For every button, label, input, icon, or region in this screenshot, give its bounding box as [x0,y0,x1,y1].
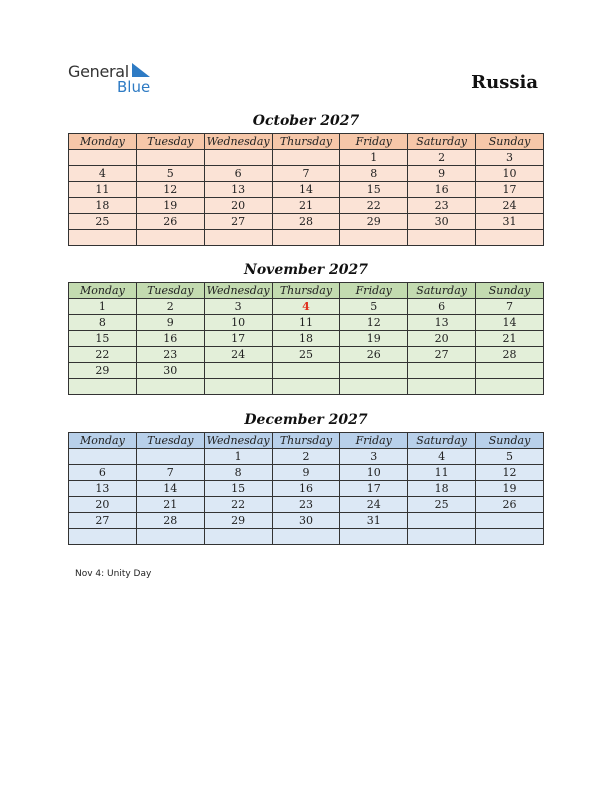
day-cell: 14 [272,182,340,198]
holiday-day-cell: 4 [272,299,340,315]
weekday-header: Tuesday [136,433,204,449]
day-cell: 13 [69,481,137,497]
month-title-october: October 2027 [252,113,360,129]
week-row [69,331,544,347]
day-cell: 13 [204,182,272,198]
day-cell: 12 [476,465,544,481]
day-cell [136,150,204,166]
day-cell: 21 [136,497,204,513]
day-cell [408,363,476,379]
day-cell: 11 [69,182,137,198]
week-row [69,465,544,481]
day-cell: 27 [69,513,137,529]
week-row [69,449,544,465]
weekday-header: Friday [340,283,408,299]
day-cell [408,513,476,529]
weekday-header: Saturday [408,134,476,150]
calendar-december [68,432,544,545]
weekday-header-row [69,433,544,449]
day-cell: 6 [204,166,272,182]
day-cell: 7 [476,299,544,315]
day-cell: 10 [340,465,408,481]
day-cell: 9 [272,465,340,481]
day-cell: 20 [69,497,137,513]
weekday-header: Monday [69,134,137,150]
day-cell [136,529,204,545]
day-cell: 11 [408,465,476,481]
day-cell [476,529,544,545]
day-cell: 23 [136,347,204,363]
weekday-header: Sunday [476,283,544,299]
day-cell: 14 [136,481,204,497]
weekday-header: Tuesday [136,283,204,299]
day-cell: 29 [69,363,137,379]
weekday-header: Friday [340,134,408,150]
week-row [69,299,544,315]
day-cell [340,230,408,246]
day-cell: 28 [476,347,544,363]
day-cell: 26 [136,214,204,230]
day-cell: 18 [272,331,340,347]
weekday-header: Monday [69,433,137,449]
day-cell: 9 [408,166,476,182]
week-row [69,529,544,545]
day-cell: 17 [204,331,272,347]
week-row [69,497,544,513]
day-cell [340,363,408,379]
weekday-header: Friday [340,433,408,449]
week-row [69,150,544,166]
generalblue-logo [68,62,168,98]
day-cell: 14 [476,315,544,331]
day-cell: 15 [204,481,272,497]
day-cell: 5 [476,449,544,465]
day-cell: 4 [69,166,137,182]
week-row [69,347,544,363]
day-cell: 24 [476,198,544,214]
day-cell [476,379,544,395]
day-cell: 11 [272,315,340,331]
day-cell [204,230,272,246]
day-cell [272,230,340,246]
day-cell [272,379,340,395]
day-cell: 24 [340,497,408,513]
day-cell: 3 [204,299,272,315]
day-cell: 15 [69,331,137,347]
day-cell: 26 [476,497,544,513]
day-cell [204,363,272,379]
day-cell [272,529,340,545]
day-cell: 21 [476,331,544,347]
calendar-november [68,282,544,395]
day-cell: 7 [272,166,340,182]
day-cell: 17 [340,481,408,497]
day-cell: 10 [204,315,272,331]
weekday-header: Thursday [272,433,340,449]
day-cell: 22 [69,347,137,363]
weekday-header: Monday [69,283,137,299]
day-cell [272,150,340,166]
day-cell: 5 [136,166,204,182]
weekday-header: Wednesday [204,283,272,299]
day-cell [136,379,204,395]
day-cell: 30 [272,513,340,529]
day-cell: 20 [408,331,476,347]
day-cell [204,379,272,395]
weekday-header: Tuesday [136,134,204,150]
day-cell: 18 [69,198,137,214]
logo-blue-text: Blue [117,78,151,96]
day-cell [272,363,340,379]
day-cell [204,150,272,166]
day-cell: 30 [136,363,204,379]
holiday-note: Nov 4: Unity Day [75,569,152,579]
day-cell [408,529,476,545]
weekday-header: Sunday [476,134,544,150]
day-cell: 19 [340,331,408,347]
day-cell: 16 [136,331,204,347]
week-row [69,182,544,198]
day-cell: 19 [476,481,544,497]
day-cell: 4 [408,449,476,465]
day-cell: 2 [272,449,340,465]
day-cell: 22 [340,198,408,214]
day-cell [340,379,408,395]
day-cell [136,449,204,465]
day-cell [69,529,137,545]
weekday-header: Saturday [408,433,476,449]
day-cell [340,529,408,545]
day-cell: 22 [204,497,272,513]
day-cell: 1 [204,449,272,465]
day-cell: 31 [340,513,408,529]
week-row [69,198,544,214]
day-cell: 12 [136,182,204,198]
month-title-december: December 2027 [244,412,368,428]
weekday-header: Wednesday [204,433,272,449]
day-cell: 1 [69,299,137,315]
day-cell: 2 [408,150,476,166]
day-cell: 15 [340,182,408,198]
day-cell [69,230,137,246]
week-row [69,379,544,395]
day-cell: 25 [69,214,137,230]
week-row [69,363,544,379]
day-cell: 20 [204,198,272,214]
day-cell: 27 [408,347,476,363]
day-cell: 27 [204,214,272,230]
day-cell: 18 [408,481,476,497]
week-row [69,481,544,497]
day-cell: 28 [272,214,340,230]
day-cell: 13 [408,315,476,331]
day-cell: 29 [204,513,272,529]
day-cell [476,230,544,246]
week-row [69,230,544,246]
week-row [69,315,544,331]
day-cell: 8 [204,465,272,481]
weekday-header: Wednesday [204,134,272,150]
day-cell [204,529,272,545]
weekday-header-row [69,283,544,299]
day-cell: 1 [340,150,408,166]
day-cell: 12 [340,315,408,331]
day-cell: 24 [204,347,272,363]
day-cell: 23 [272,497,340,513]
weekday-header-row [69,134,544,150]
day-cell: 3 [476,150,544,166]
day-cell [69,150,137,166]
day-cell [136,230,204,246]
day-cell: 21 [272,198,340,214]
week-row [69,166,544,182]
day-cell [69,379,137,395]
day-cell: 30 [408,214,476,230]
day-cell [69,449,137,465]
day-cell: 9 [136,315,204,331]
day-cell: 26 [340,347,408,363]
month-title-november: November 2027 [244,262,368,278]
day-cell: 2 [136,299,204,315]
day-cell: 10 [476,166,544,182]
day-cell: 25 [272,347,340,363]
day-cell: 6 [69,465,137,481]
day-cell [408,379,476,395]
day-cell: 25 [408,497,476,513]
day-cell [408,230,476,246]
logo-triangle-icon [132,63,150,77]
day-cell: 7 [136,465,204,481]
day-cell: 29 [340,214,408,230]
day-cell: 8 [69,315,137,331]
day-cell: 16 [408,182,476,198]
day-cell: 31 [476,214,544,230]
day-cell: 16 [272,481,340,497]
day-cell: 8 [340,166,408,182]
week-row [69,214,544,230]
day-cell: 5 [340,299,408,315]
day-cell [476,363,544,379]
day-cell: 3 [340,449,408,465]
weekday-header: Thursday [272,134,340,150]
weekday-header: Saturday [408,283,476,299]
logo-general-text: General [68,62,129,81]
day-cell [476,513,544,529]
day-cell: 19 [136,198,204,214]
weekday-header: Sunday [476,433,544,449]
day-cell: 17 [476,182,544,198]
week-row [69,513,544,529]
day-cell: 23 [408,198,476,214]
country-title: Russia [471,72,538,93]
calendar-october [68,133,544,246]
day-cell: 28 [136,513,204,529]
day-cell: 6 [408,299,476,315]
weekday-header: Thursday [272,283,340,299]
